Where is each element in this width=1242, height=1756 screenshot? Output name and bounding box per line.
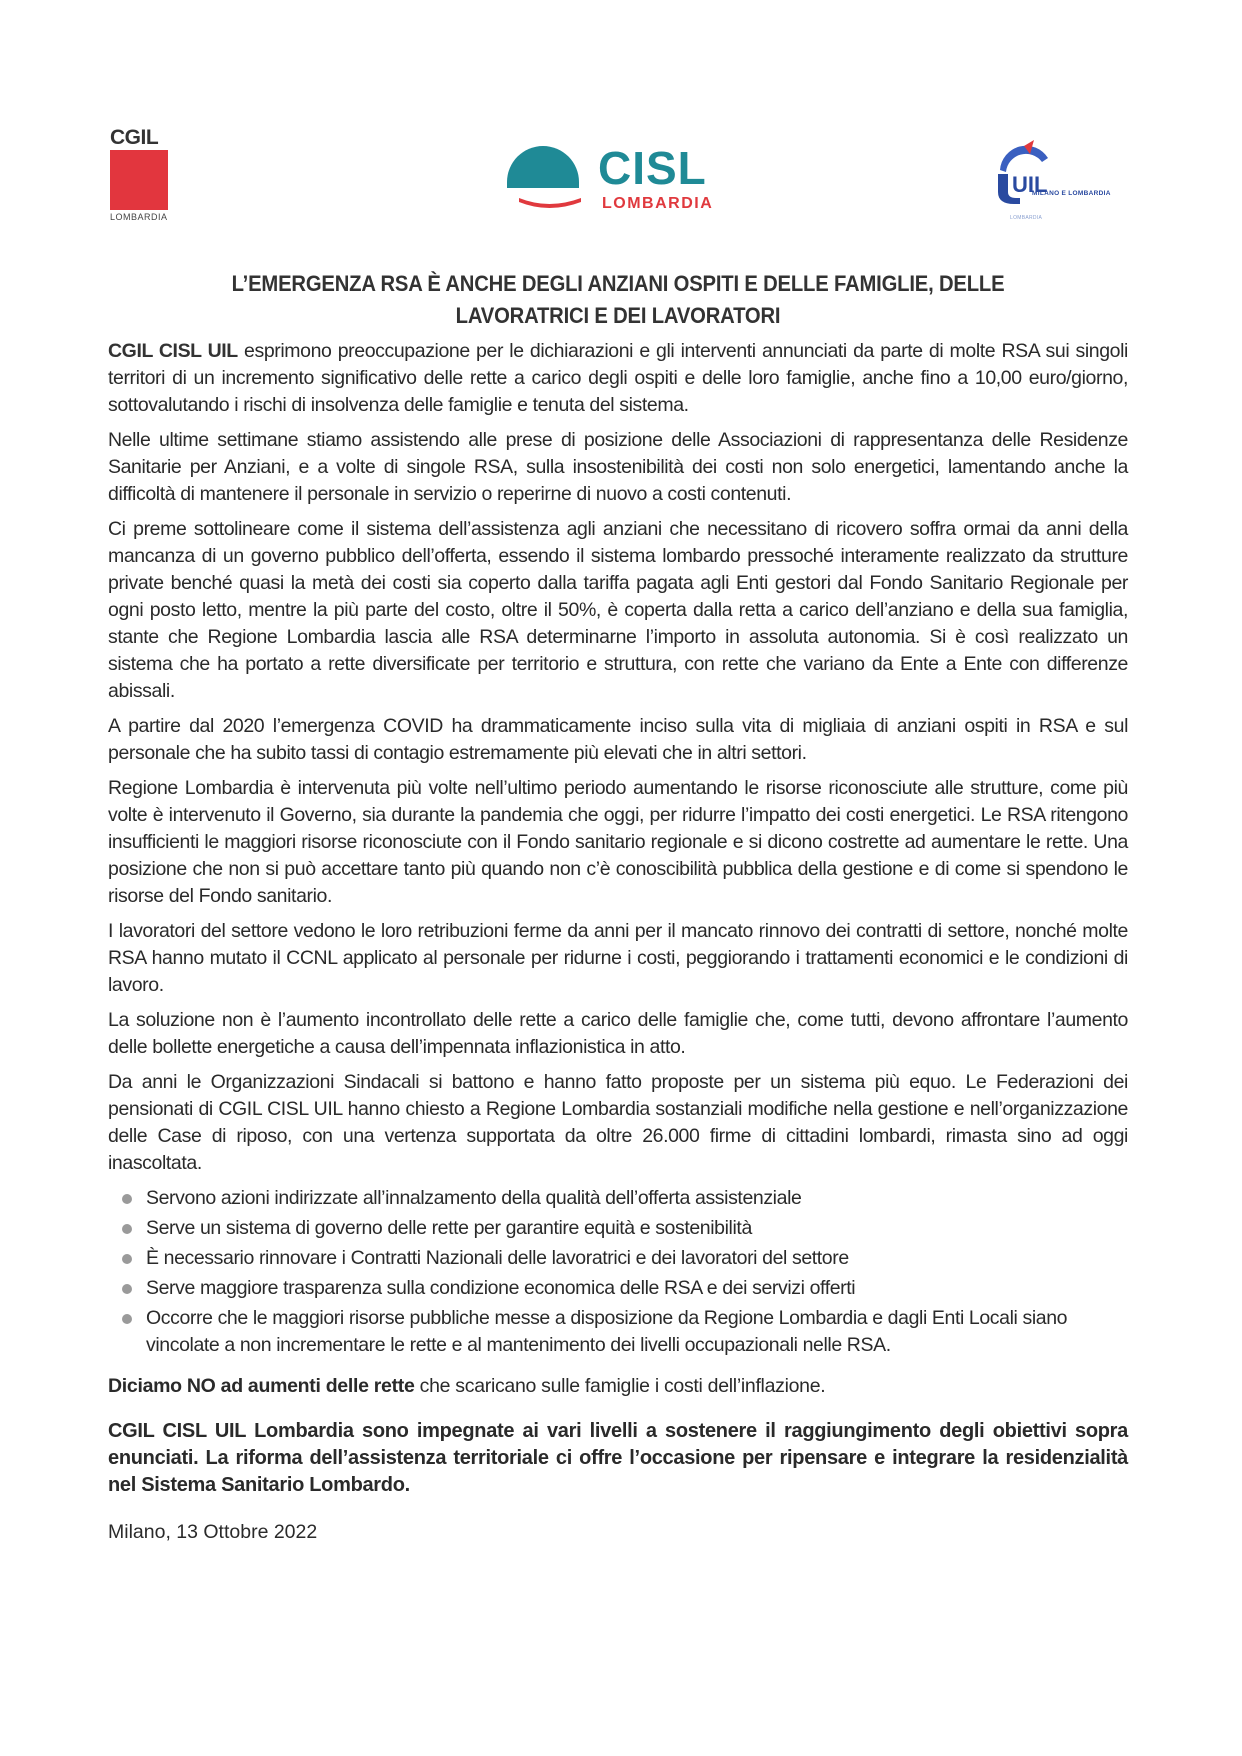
demands-list (108, 1185, 1128, 1359)
document-title (149, 268, 1087, 332)
final-statement: CGIL CISL UIL Lombardia sono impegnate ai vari livelli a sostenere il raggiungimento degli obiettivi sopra enunciati. La riforma dell’assistenza territoriale ci offre l’occasione per ripensare e integrare la residenzialità nel Sistema Sanitario Lombardo. (108, 1420, 1128, 1496)
bullet-icon (122, 1314, 132, 1324)
cisl-logo (505, 138, 745, 218)
bullet-icon (122, 1194, 132, 1204)
paragraph: Nelle ultime settimane stiamo assistendo alle prese di posizione delle Associazioni di rappresentanza delle Residenze Sanitarie per Anziani, e a volte di singole RSA, sulla insostenibilità dei costi non solo energetici, lamentando anche la difficoltà di mantenere il personale in servizio o reperirne di nuovo a costi contenuti. (108, 429, 1128, 505)
cgil-logo-subtitle: LOMBARDIA (110, 212, 168, 222)
title-line-2: LAVORATRICI E DEI LAVORATORI (455, 303, 781, 328)
cisl-logo-subtitle: LOMBARDIA (602, 195, 714, 212)
intro-text: esprimono preoccupazione per le dichiarazioni e gli interventi annunciati da parte di molte RSA sui singoli territori di un incremento significativo delle rette a carico degli ospiti e delle loro famiglie, anche fino a 10,00 euro/giorno, sottovalutando i rischi di insolvenza delle famiglie e tenuta del sistema. (108, 340, 1128, 416)
cisl-emblem-icon (505, 138, 595, 218)
document-date: Milano, 13 Ottobre 2022 (108, 1521, 318, 1543)
logo-header (0, 118, 1242, 228)
uil-logo-small-text: LOMBARDIA (1010, 215, 1043, 221)
list-item: È necessario rinnovare i Contratti Nazionali delle lavoratrici e dei lavoratori del settore (108, 1245, 1128, 1272)
intro-lead: CGIL CISL UIL (108, 340, 238, 362)
paragraph: I lavoratori del settore vedono le loro retribuzioni ferme da anni per il mancato rinnovo dei contratti di settore, nonché molte RSA hanno mutato il CCNL applicato al personale per ridurne i costi, peggiorando i trattamenti economici e le condizioni di lavoro. (108, 920, 1128, 996)
list-item: Occorre che le maggiori risorse pubbliche messe a disposizione da Regione Lombardia e dagli Enti Locali siano vincolate a non incrementare le rette e al mantenimento dei livelli occupazionali nelle RSA. (108, 1305, 1128, 1359)
closing-bold: Diciamo NO ad aumenti delle rette (108, 1375, 415, 1397)
cgil-logo (110, 128, 174, 222)
closing-rest: che scaricano sulle famiglie i costi dell’inflazione. (414, 1375, 826, 1397)
paragraph: Regione Lombardia è intervenuta più volte nell’ultimo periodo aumentando le risorse riconosciute alle strutture, come più volte è intervenuto il Governo, sia durante la pandemia che oggi, per ridurre l’impatto dei costi energetici. Le RSA ritengono insufficienti le maggiori risorse riconosciute con il Fondo sanitario regionale e si dicono costrette ad aumentare le rette. Una posizione che non si può accettare tanto più quando non c’è conoscibilità pubblica della gestione e di come si spendono le risorse del Fondo sanitario. (108, 777, 1128, 907)
list-item: Servono azioni indirizzate all’innalzamento della qualità dell’offerta assistenziale (108, 1185, 1128, 1212)
list-item: Serve maggiore trasparenza sulla condizione economica delle RSA e dei servizi offerti (108, 1275, 1128, 1302)
cgil-red-square (110, 150, 168, 210)
cisl-logo-text: CISL (598, 142, 707, 194)
cgil-logo-text: CGIL (110, 126, 159, 149)
paragraph: A partire dal 2020 l’emergenza COVID ha drammaticamente inciso sulla vita di migliaia di anziani ospiti in RSA e sul personale che ha subito tassi di contagio estremamente più elevati che in altri settori. (108, 715, 1128, 764)
bullet-icon (122, 1224, 132, 1234)
document-body (108, 268, 1128, 1546)
svg-text:UIL: UIL (1012, 172, 1048, 197)
paragraph: Da anni le Organizzazioni Sindacali si battono e hanno fatto proposte per un sistema più equo. Le Federazioni dei pensionati di CGIL CISL UIL hanno chiesto a Regione Lombardia sostanziali modifiche nella gestione e nell’organizzazione delle Case di riposo, con una vertenza supportata da oltre 26.000 firme di cittadini lombardi, rimasta sino ad oggi inascoltata. (108, 1071, 1128, 1174)
intro-paragraph (108, 338, 1128, 419)
closing-statement (108, 1373, 1128, 1400)
paragraph: La soluzione non è l’aumento incontrollato delle rette a carico delle famiglie che, come tutti, devono affrontare l’aumento delle bollette energetiche a causa dell’impennata inflazionistica in atto. (108, 1009, 1128, 1058)
uil-emblem-icon (990, 140, 1060, 210)
list-item: Serve un sistema di governo delle rette per garantire equità e sostenibilità (108, 1215, 1128, 1242)
title-line-1: L’EMERGENZA RSA È ANCHE DEGLI ANZIANI OSPITI E DELLE FAMIGLIE, DELLE (231, 271, 1005, 296)
uil-logo-subtitle: MILANO E LOMBARDIA (1032, 190, 1111, 197)
bullet-icon (122, 1254, 132, 1264)
paragraph: Ci preme sottolineare come il sistema dell’assistenza agli anziani che necessitano di ricovero soffra ormai da anni della mancanza di un governo pubblico dell’offerta, essendo il sistema lombardo pressoché interamente realizzato da strutture private benché quasi la metà dei costi sia coperto dalla tariffa pagata agli Enti gestori dal Fondo Sanitario Regionale per ogni posto letto, mentre la più parte del costo, oltre il 50%, è coperta dalla retta a carico dell’anziano e della sua famiglia, stante che Regione Lombardia lascia alle RSA determinarne l’importo in assoluta autonomia. Si è così realizzato un sistema che ha portato a rette diversificate per territorio e struttura, con rette che variano da Ente a Ente con differenze abissali. (108, 518, 1128, 702)
bullet-icon (122, 1284, 132, 1294)
uil-logo (990, 140, 1120, 220)
